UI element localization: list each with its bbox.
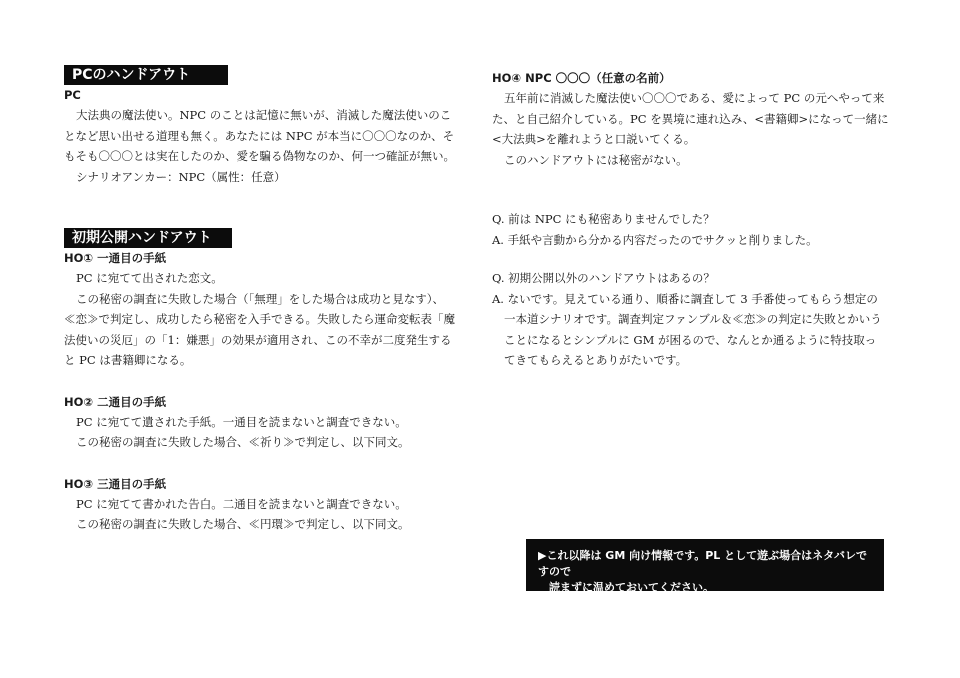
qa-question: Q. 初期公開以外のハンドアウトはあるの？	[492, 271, 715, 285]
ho1-title: HO① 一通目の手紙	[64, 251, 167, 265]
qa-answer-line: てきてもらえるとありがたいです。	[504, 353, 688, 367]
pc-text-line: 大法典の魔法使い。NPC のことは記憶に無いが、消滅した魔法使いのこ	[76, 108, 452, 122]
pc-text-line: となど思い出せる道理も無く。あなたには NPC が本当に〇〇〇なのか、そ	[64, 128, 455, 143]
left-column	[64, 64, 472, 535]
ho2-title: HO② 二通目の手紙	[64, 394, 167, 409]
ho1-text-line: ≪恋≫で判定し、成功したら秘密を入手できる。失敗したら運命変転表「魔	[64, 312, 455, 326]
qa-question: Q. 前は NPC にも秘密ありませんでした？	[492, 212, 715, 226]
right-column	[492, 68, 898, 371]
ho4-text-line: このハンドアウトには秘密がない。	[504, 152, 688, 167]
ho2-text-line: この秘密の調査に失敗した場合、≪祈り≫で判定し、以下同文。	[76, 435, 410, 449]
initial-handout-heading: 初期公開ハンドアウト	[64, 228, 232, 248]
ho1-text-line: PC に宛てて出された恋文。	[76, 271, 223, 285]
ho4-title: HO④ NPC 〇〇〇（任意の名前）	[492, 71, 671, 85]
gm-notice-box	[526, 539, 884, 594]
ho4-text-line: 五年前に消滅した魔法使い〇〇〇である、愛によって PC の元へやって来	[504, 91, 885, 105]
qa-answer-line: ことになるとシンプルに GM が困るので、なんとか通るように特技取っ	[504, 332, 877, 347]
ho4-text-line: <大法典>を離れようと口説いてくる。	[492, 132, 696, 146]
ho3-title: HO③ 三通目の手紙	[64, 476, 167, 491]
ho4-text-line: た、と自己紹介している。PC を異境に連れ込み、<書籍卿>になって一緒に	[492, 111, 889, 126]
qa-answer-line: 一本道シナリオです。調査判定ファンブル＆≪恋≫の判定に失敗とかいう	[504, 312, 882, 326]
pc-text-line: もそも〇〇〇とは実在したのか、愛を騙る偽物なのか、何一つ確証が無い。	[64, 149, 455, 163]
pc-label: PC	[64, 88, 81, 102]
ho1-text-line: 法使いの災厄」の「1：嫌悪」の効果が適用され、この不幸が二度発生する	[64, 332, 452, 347]
gm-notice-line: 読まずに温めておいてください。	[549, 581, 714, 594]
ho1-text-line: と PC は書籍卿になる。	[64, 353, 192, 367]
scenario-anchor-line: シナリオアンカー：NPC（属性：任意）	[76, 169, 286, 184]
ho2-text-line: PC に宛てて遺された手紙。一通目を読まないと調査できない。	[76, 414, 407, 429]
ho3-text-line: この秘密の調査に失敗した場合、≪円環≫で判定し、以下同文。	[76, 517, 410, 531]
qa-answer-line: A. 手紙や言動から分かる内容だったのでサクッと削りました。	[492, 232, 818, 247]
pc-handout-heading: PCのハンドアウト	[64, 65, 228, 85]
gm-notice-line: ▶これ以降は GM 向け情報です。PL として遊ぶ場合はネタバレですので	[538, 549, 868, 578]
ho3-text-line: PC に宛てて書かれた告白。二通目を読まないと調査できない。	[76, 496, 407, 511]
ho1-text-line: この秘密の調査に失敗した場合（「無理」をした場合は成功と見なす）、	[76, 291, 444, 306]
qa-answer-line: A. ないです。見えている通り、順番に調査して 3 手番使ってもらう想定の	[492, 291, 878, 306]
